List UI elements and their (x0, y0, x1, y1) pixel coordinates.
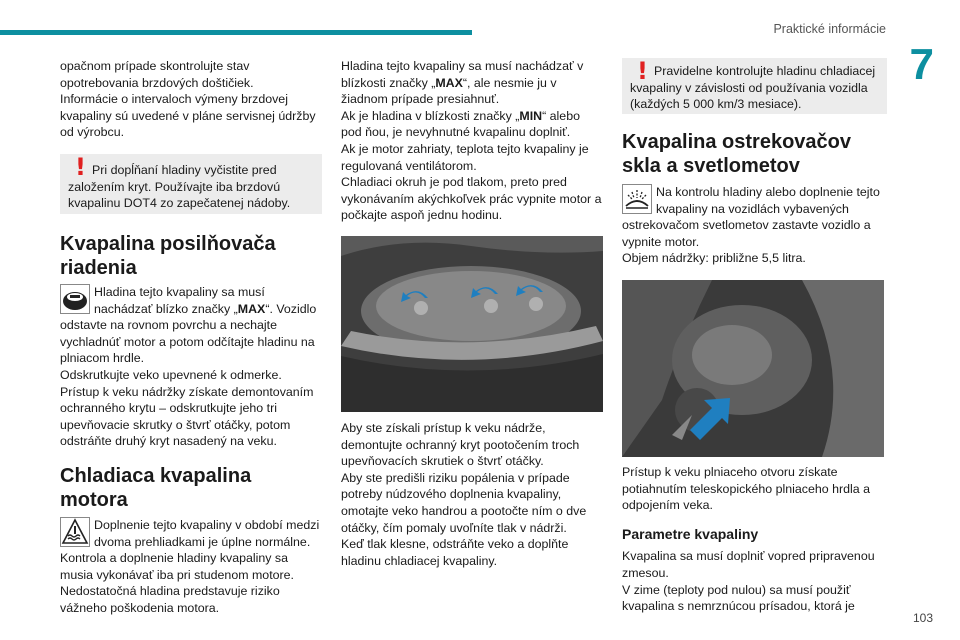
warning-icon: ! (75, 152, 86, 181)
paragraph: Nedostatočná hladina predstavuje riziko vážneho poškodenia motora. (60, 584, 280, 615)
paragraph (60, 284, 322, 367)
text-span: Hladina tejto kvapaliny sa musí nachádzať v blízkosti značky „ (341, 59, 584, 90)
page-number: 103 (912, 611, 933, 625)
section-heading: Chladiaca kvapalina motora (60, 464, 252, 511)
paragraph: Aby ste získali prístup k veku nádrže, demontujte ochranný kryt pootočením troch upevňovacích skrutiek o štvrť otáčky. (341, 420, 580, 469)
warning-text: Pri dopĺňaní hladiny vyčistite pred založením kryt. Používajte iba brzdovú kvapalinu DOT4 zo zapečatenej nádoby. (68, 162, 291, 211)
paragraph: Prístup k veku nádržky získate demontovaním ochranného krytu – odskrutkujte jeho tri upevňovacie skrutky o štvrť otáčky, potom odstráňte druhý kryt nasadený na veku. (60, 384, 314, 449)
paragraph: opačnom prípade skontrolujte stav opotrebovania brzdových doštičiek. (60, 59, 254, 90)
column-2 (341, 58, 603, 569)
text-span: “ alebo pod ňou, je nevyhnutné kvapalinu doplniť. (341, 108, 580, 140)
photo-caption: Prístup k veku plniaceho otvoru získate potiahnutím teleskopického plniaceho hrdla a odpojením veka. (622, 464, 870, 513)
paragraph: Ak je motor zahriaty, teplota tejto kvapaliny je regulovaná ventilátorom. (341, 141, 589, 173)
paragraph: Keď tlak klesne, odstráňte veko a doplňte hladinu chladiacej kvapaliny. (341, 537, 569, 568)
coolant-block (60, 517, 322, 617)
paragraph: Kvapalina sa musí doplniť vopred pripravenou zmesou. (622, 549, 875, 580)
column-1 (60, 58, 322, 616)
washer-neck-illustration (622, 280, 884, 457)
paragraph: Objem nádržky: približne 5,5 litra. (622, 251, 806, 266)
min-mark: MIN (519, 108, 543, 123)
paragraph: Informácie o intervaloch výmeny brzdovej kvapaliny sú uvedené v pláne servisnej údržby od výrobcu. (60, 92, 316, 140)
text-span: Hladina tejto kvapaliny sa musí nachádzať blízko značky „ (94, 284, 265, 316)
paragraph: Doplnenie tejto kvapaliny v období medzi dvoma prehliadkami je úplne normálne. Kontrola a doplnenie hladiny kvapaliny sa musia vykonávať iba pri studenom motore. (60, 517, 320, 582)
max-mark: MAX (237, 301, 266, 316)
washer-reservoir-photo (622, 280, 884, 457)
coolant-icon (60, 517, 90, 547)
steering-wheel-icon (60, 284, 90, 314)
warning-box (60, 154, 322, 214)
max-mark: MAX (435, 75, 463, 90)
column-3 (622, 58, 887, 615)
warning-icon: ! (637, 57, 648, 85)
engine-cover-illustration (341, 236, 603, 412)
running-title: Praktické informácie (773, 22, 886, 36)
paragraph (341, 58, 603, 108)
section-heading: Kvapalina ostrekovačov skla a svetlometov (622, 131, 851, 177)
power-steering-block (60, 284, 322, 450)
text-span: “, ale nesmie ju v žiadnom prípade presiahnuť. (341, 75, 557, 107)
text-span: “. Vozidlo odstavte na rovnom povrchu a nechajte vychladnúť motor a potom odčítajte hladinu na plniacom hrdle. (60, 301, 317, 366)
text-span: Ak je hladina v blízkosti značky „ (341, 108, 520, 123)
warning-box (622, 58, 887, 114)
chapter-number: 7 (909, 40, 934, 89)
paragraph: Odskrutkujte veko upevnené k odmerke. (60, 367, 282, 382)
paragraph: Na kontrolu hladiny alebo doplnenie tejto kvapaliny na vozidlách vybavených ostrekovačom svetlometov zastavte vozidlo a vypnite motor. (622, 185, 880, 249)
section-heading: Kvapalina posilňovača riadenia (60, 232, 276, 279)
washer-block (622, 184, 887, 267)
paragraph: V zime (teploty pod nulou) sa musí použiť kvapalina s nemrznúcou prísadou, ktorá je (622, 582, 855, 614)
paragraph: Chladiaci okruh je pod tlakom, preto pred vykonávaním akýchkoľvek prác vypnite motor a počkajte aspoň jednu hodinu. (341, 175, 602, 223)
washer-fluid-icon (622, 184, 652, 214)
header-accent-bar (0, 30, 472, 35)
warning-text: Pravidelne kontrolujte hladinu chladiacej kvapaliny v závislosti od používania vozidla (každých 5 000 km/3 mesiace). (630, 64, 876, 112)
subsection-heading: Parametre kvapaliny (622, 525, 759, 542)
engine-bay-photo (341, 236, 603, 412)
paragraph (341, 108, 603, 141)
paragraph: Aby ste predišli riziku popálenia v prípade potreby núdzového doplnenia kvapaliny, omotajte veko handrou a pootočte ním o dve otáčky, čím pomaly uvoľníte tlak v nádrži. (341, 470, 587, 535)
